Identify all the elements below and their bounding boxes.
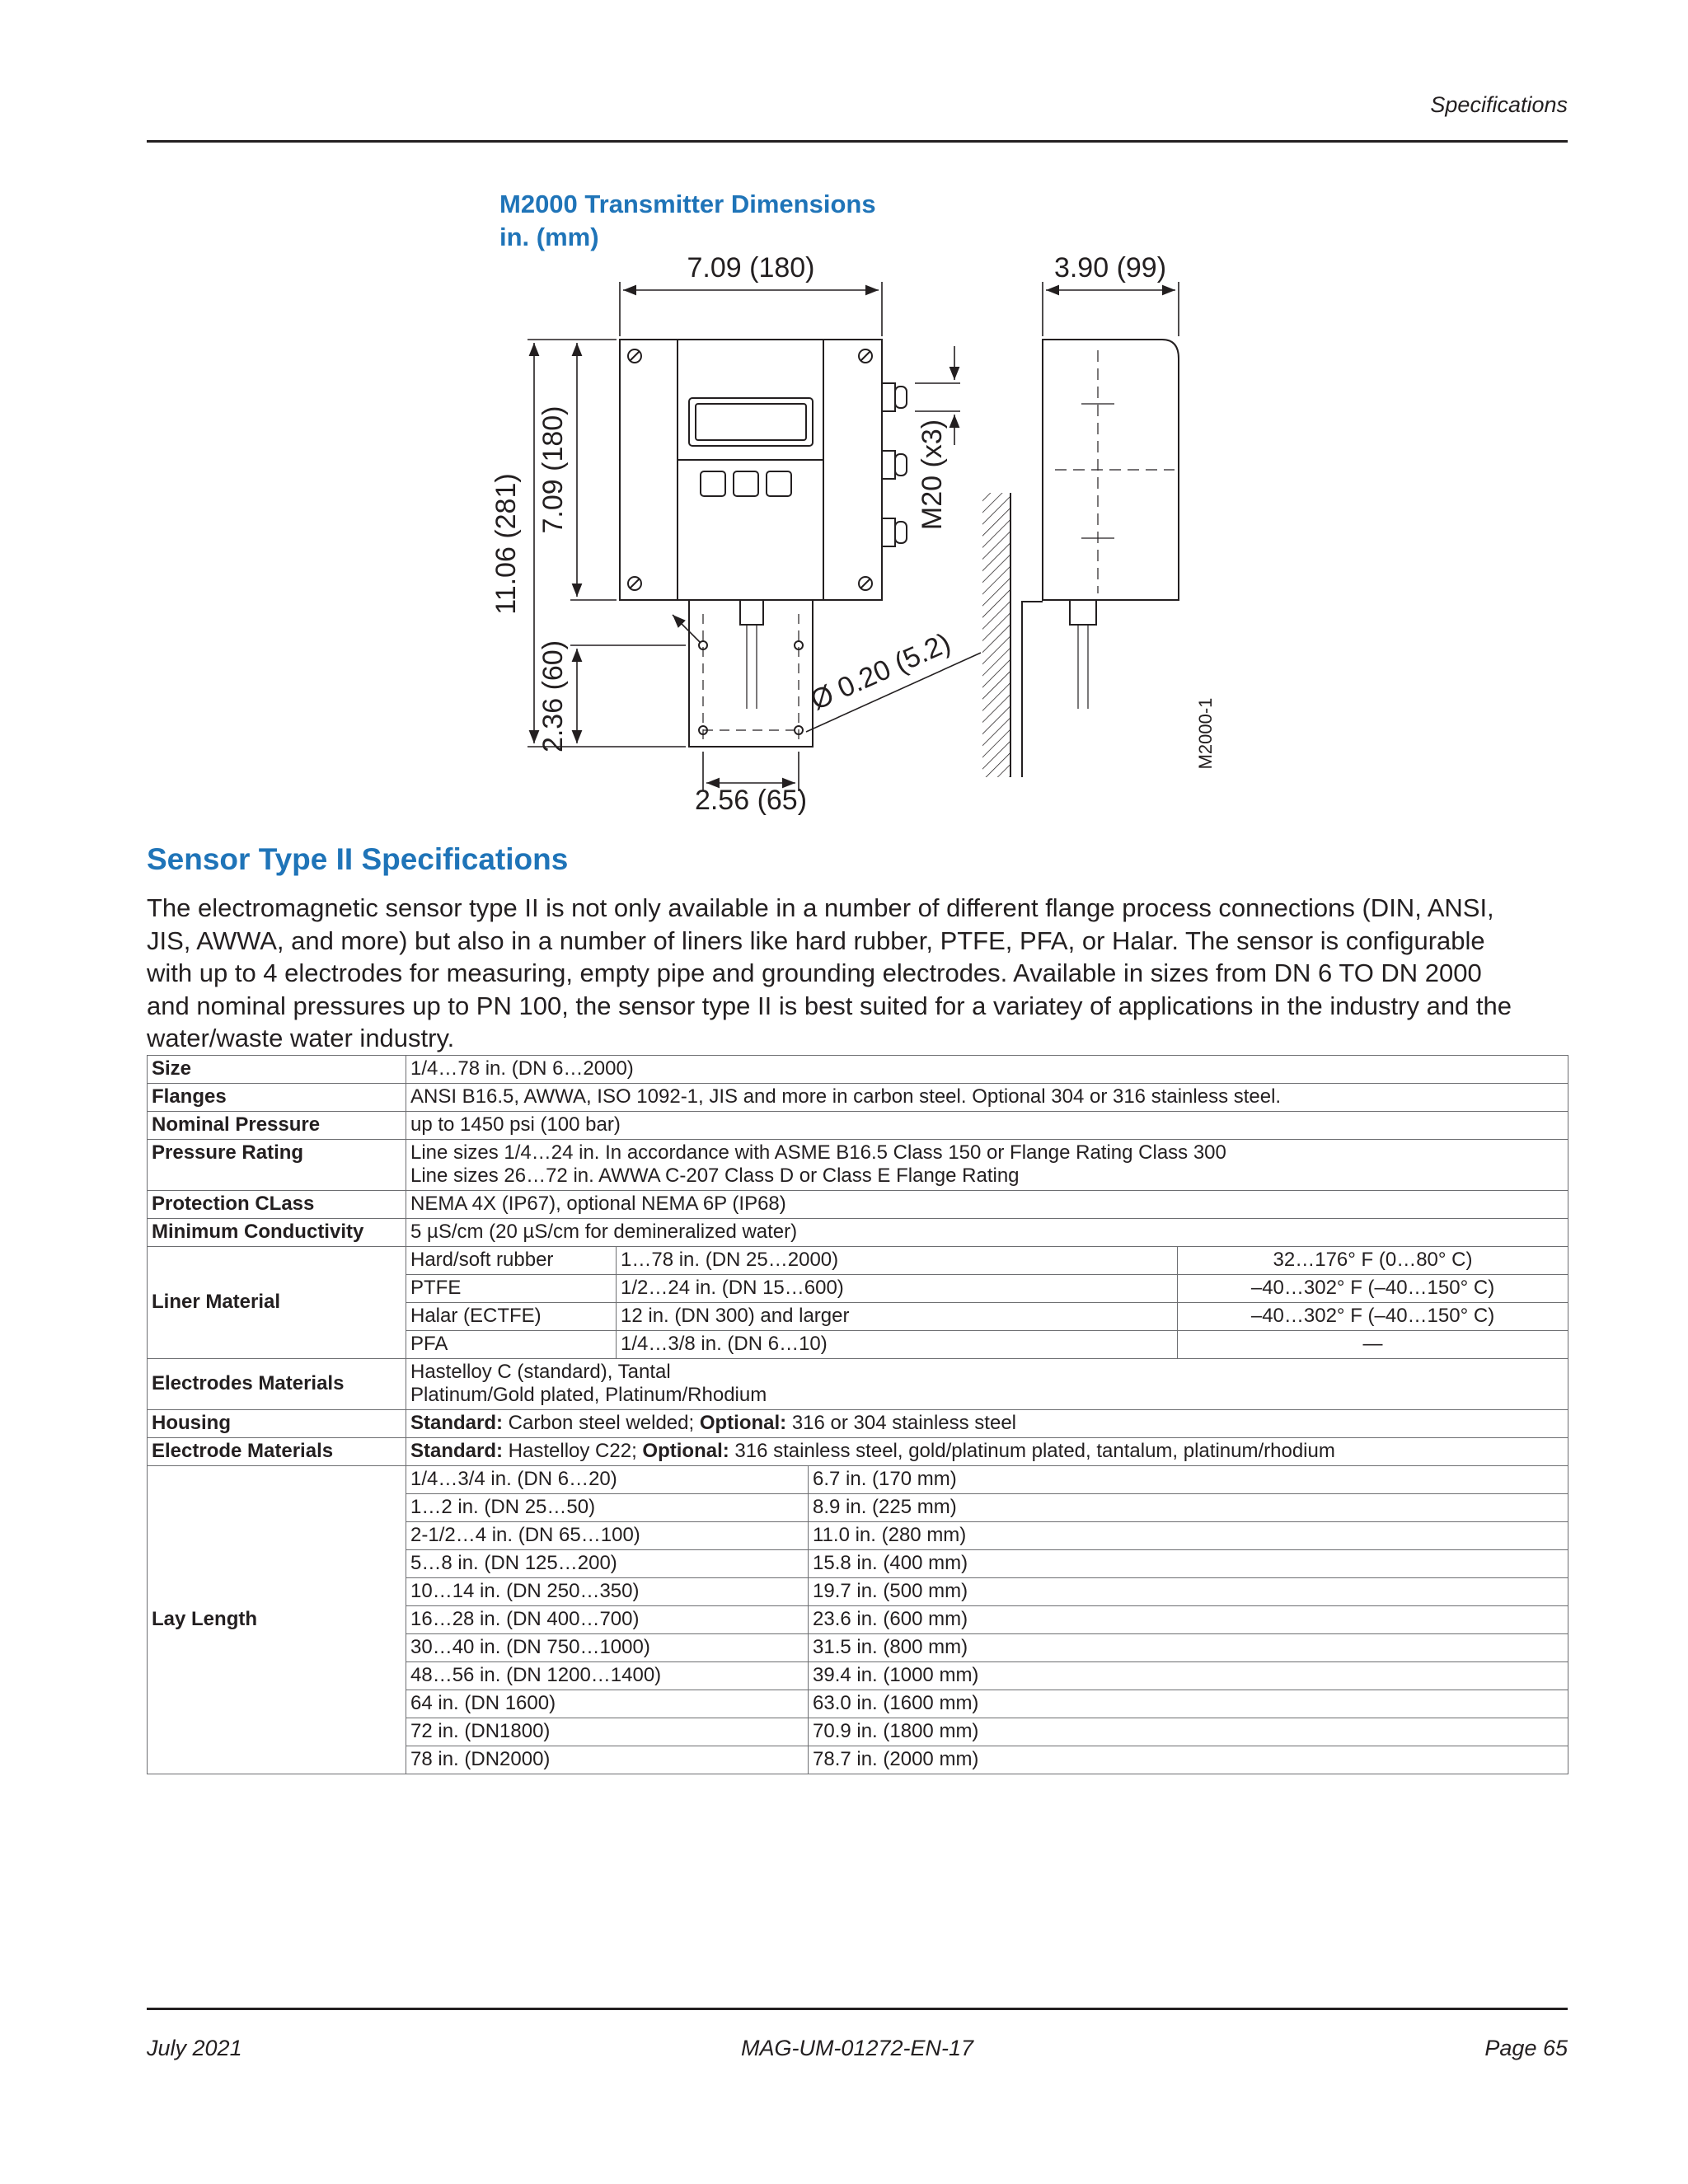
running-header: Specifications — [1430, 92, 1568, 117]
optional-value: 316 or 304 stainless steel — [786, 1412, 1016, 1434]
lay-size: 1/4…3/4 in. (DN 6…20) — [406, 1466, 809, 1494]
row-label: Liner Material — [148, 1247, 406, 1359]
key-1 — [701, 471, 725, 496]
row-label: Electrodes Materials — [148, 1359, 406, 1410]
transmitter-side-view — [982, 340, 1179, 777]
key-3 — [767, 471, 791, 496]
lay-size: 10…14 in. (DN 250…350) — [406, 1578, 809, 1606]
lay-size: 48…56 in. (DN 1200…1400) — [406, 1662, 809, 1690]
row-value: up to 1450 psi (100 bar) — [406, 1112, 1568, 1140]
table-row — [148, 1140, 1568, 1191]
liner-material: PFA — [406, 1331, 617, 1359]
footer-page-number: Page 65 — [1484, 2036, 1568, 2060]
table-row — [148, 1084, 1568, 1112]
lay-size: 64 in. (DN 1600) — [406, 1690, 809, 1718]
figure-title — [499, 188, 876, 254]
lay-size: 16…28 in. (DN 400…700) — [406, 1606, 809, 1634]
lay-size: 2-1/2…4 in. (DN 65…100) — [406, 1522, 809, 1550]
dim-total-height-label: 11.06 (281) — [490, 473, 522, 615]
row-value — [406, 1359, 1568, 1410]
footer-date: July 2021 — [147, 2036, 242, 2060]
pressure-rating-line2: Line sizes 26…72 in. AWWA C-207 Class D or Class E Flange Rating — [410, 1165, 1020, 1187]
dim-depth-label: 3.90 (99) — [1053, 252, 1167, 284]
lay-size: 1…2 in. (DN 25…50) — [406, 1494, 809, 1522]
intro-paragraph: The electromagnetic sensor type II is not only available in a number of different flange process connections (DIN, ANSI, JIS, AWWA, and more) but also in a number of liners like hard rubber, PTFE, PFA, or Halar. The sensor is configurable with up to 4 electrodes for measuring, empty pipe and grounding electrodes. Available in sizes from DN 6 TO DN 2000 and nominal pressures up to PN 100, the sensor type II is best suited for a variatey of applications in the industry and the water/waste water industry. — [147, 893, 1512, 1052]
liner-sizes: 1…78 in. (DN 25…2000) — [617, 1247, 1178, 1275]
spec-table — [147, 1055, 1568, 1774]
table-row — [148, 1359, 1568, 1410]
row-label: Nominal Pressure — [148, 1112, 406, 1140]
drawing-id: M2000-1 — [1195, 697, 1216, 770]
standard-label: Standard: — [410, 1440, 504, 1462]
footer-doc-number: MAG-UM-01272-EN-17 — [740, 2036, 974, 2060]
dim-bracket-width-label: 2.56 (65) — [694, 785, 808, 816]
figure-title-line2: in. (mm) — [499, 223, 599, 251]
table-row — [148, 1112, 1568, 1140]
lay-length: 39.4 in. (1000 mm) — [809, 1662, 1568, 1690]
wall-hatch — [982, 493, 1010, 777]
table-row — [148, 1247, 1568, 1275]
housing-body — [620, 340, 882, 600]
row-label: Electrode Materials — [148, 1438, 406, 1466]
row-value — [406, 1140, 1568, 1191]
standard-value: Carbon steel welded; — [503, 1412, 700, 1434]
cable-glands — [882, 383, 907, 546]
mounting-bracket — [689, 600, 813, 747]
dim-width-label: 7.09 (180) — [687, 252, 815, 284]
dim-glands-label: M20 (x3) — [917, 419, 948, 531]
dimension-lines — [528, 282, 1179, 791]
row-value: ANSI B16.5, AWWA, ISO 1092-1, JIS and more in carbon steel. Optional 304 or 316 stainless steel. — [406, 1084, 1568, 1112]
table-row — [148, 1191, 1568, 1219]
row-value: 1/4…78 in. (DN 6…2000) — [406, 1056, 1568, 1084]
standard-label: Standard: — [410, 1412, 504, 1434]
lay-length: 23.6 in. (600 mm) — [809, 1606, 1568, 1634]
liner-sizes: 1/2…24 in. (DN 15…600) — [617, 1275, 1178, 1303]
row-value — [406, 1438, 1568, 1466]
key-2 — [734, 471, 758, 496]
dim-bracket-height-label: 2.36 (60) — [537, 640, 569, 753]
row-value: NEMA 4X (IP67), optional NEMA 6P (IP68) — [406, 1191, 1568, 1219]
display-window — [689, 398, 813, 446]
lay-size: 5…8 in. (DN 125…200) — [406, 1550, 809, 1578]
optional-label: Optional: — [699, 1412, 787, 1434]
table-row — [148, 1056, 1568, 1084]
liner-sizes: 1/4…3/8 in. (DN 6…10) — [617, 1331, 1178, 1359]
side-gland — [1070, 600, 1096, 625]
dim-body-height-label: 7.09 (180) — [537, 405, 569, 534]
optional-value: 316 stainless steel, gold/platinum plated, tantalum, platinum/rhodium — [729, 1440, 1335, 1462]
electrodes-line2: Platinum/Gold plated, Platinum/Rhodium — [410, 1384, 767, 1406]
liner-material: Hard/soft rubber — [406, 1247, 617, 1275]
header-rule — [147, 140, 1568, 143]
row-label: Flanges — [148, 1084, 406, 1112]
dim-hole-label: Ø 0.20 (5.2) — [805, 626, 955, 717]
liner-temp: –40…302° F (–40…150° C) — [1178, 1275, 1568, 1303]
row-label: Minimum Conductivity — [148, 1219, 406, 1247]
row-label: Size — [148, 1056, 406, 1084]
standard-value: Hastelloy C22; — [503, 1440, 643, 1462]
figure-title-line1: M2000 Transmitter Dimensions — [499, 190, 876, 218]
row-label: Housing — [148, 1410, 406, 1438]
liner-temp: — — [1178, 1331, 1568, 1359]
lay-length: 6.7 in. (170 mm) — [809, 1466, 1568, 1494]
optional-label: Optional: — [642, 1440, 729, 1462]
table-row — [148, 1410, 1568, 1438]
pressure-rating-line1: Line sizes 1/4…24 in. In accordance with ASME B16.5 Class 150 or Flange Rating Class 300 — [410, 1141, 1226, 1164]
lay-length: 19.7 in. (500 mm) — [809, 1578, 1568, 1606]
lay-length: 31.5 in. (800 mm) — [809, 1634, 1568, 1662]
section-heading: Sensor Type II Specifications — [147, 842, 569, 876]
footer-rule — [147, 2008, 1568, 2010]
lay-length: 11.0 in. (280 mm) — [809, 1522, 1568, 1550]
liner-temp: –40…302° F (–40…150° C) — [1178, 1303, 1568, 1331]
row-label: Pressure Rating — [148, 1140, 406, 1191]
table-row — [148, 1219, 1568, 1247]
table-row — [148, 1466, 1568, 1494]
lay-size: 78 in. (DN2000) — [406, 1746, 809, 1774]
row-value — [406, 1410, 1568, 1438]
bottom-gland — [740, 600, 763, 625]
row-value: 5 µS/cm (20 µS/cm for demineralized water) — [406, 1219, 1568, 1247]
row-label: Lay Length — [148, 1466, 406, 1774]
transmitter-dimension-drawing — [478, 247, 1220, 832]
liner-material: PTFE — [406, 1275, 617, 1303]
row-label: Protection CLass — [148, 1191, 406, 1219]
liner-material: Halar (ECTFE) — [406, 1303, 617, 1331]
table-row — [148, 1438, 1568, 1466]
liner-sizes: 12 in. (DN 300) and larger — [617, 1303, 1178, 1331]
lay-length: 15.8 in. (400 mm) — [809, 1550, 1568, 1578]
lay-length: 70.9 in. (1800 mm) — [809, 1718, 1568, 1746]
liner-temp: 32…176° F (0…80° C) — [1178, 1247, 1568, 1275]
lay-length: 63.0 in. (1600 mm) — [809, 1690, 1568, 1718]
electrodes-line1: Hastelloy C (standard), Tantal — [410, 1361, 671, 1383]
lay-size: 72 in. (DN1800) — [406, 1718, 809, 1746]
lay-length: 8.9 in. (225 mm) — [809, 1494, 1568, 1522]
lay-size: 30…40 in. (DN 750…1000) — [406, 1634, 809, 1662]
lay-length: 78.7 in. (2000 mm) — [809, 1746, 1568, 1774]
